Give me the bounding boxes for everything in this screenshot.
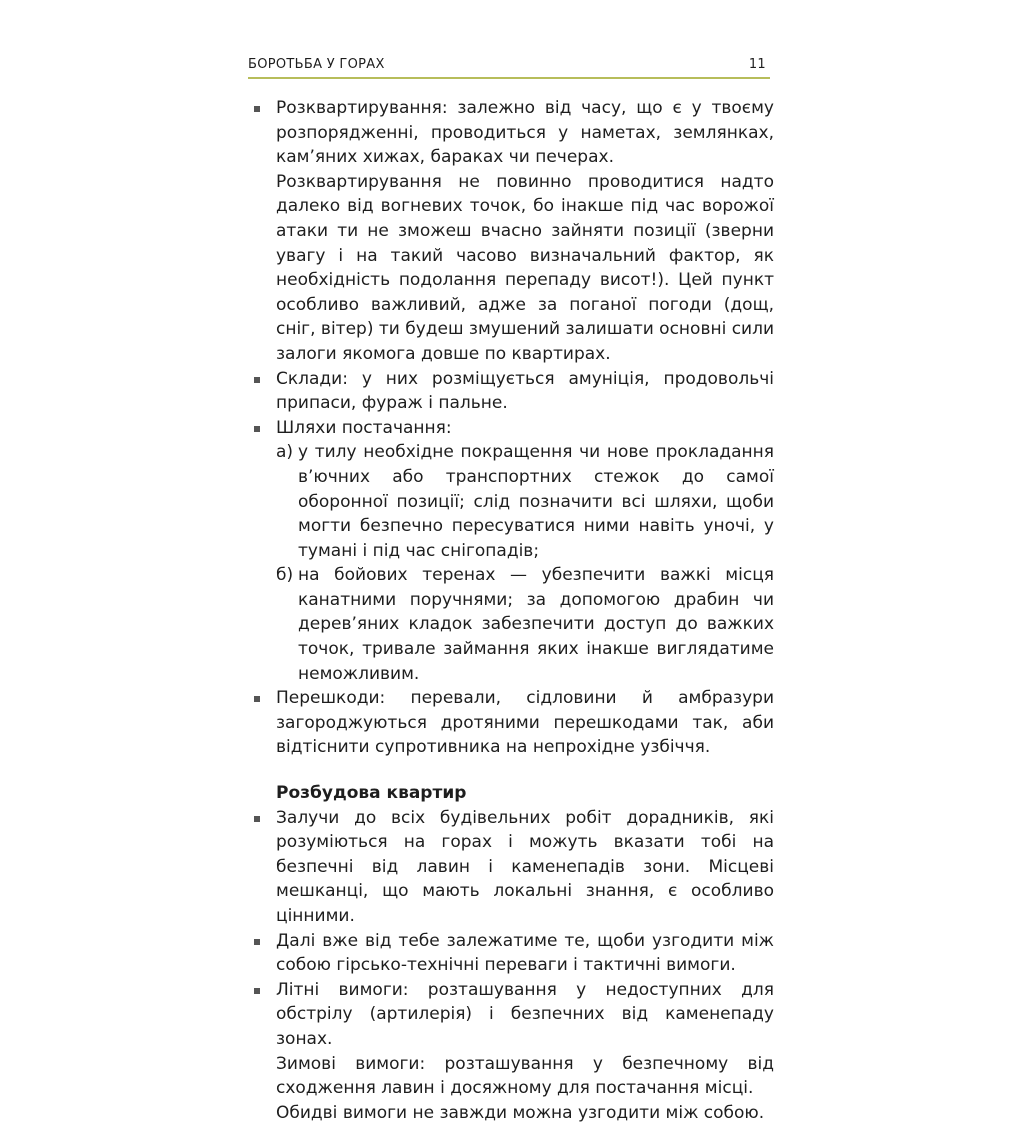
paragraph-text: Зимові вимоги: розташування у безпечному від сходження лавин і досяжному для постачання місці.	[276, 1053, 774, 1099]
requirements-note	[250, 1101, 774, 1125]
header-rule	[248, 77, 770, 79]
bullet-text: Залучи до всіх будівельних робіт дорадників, які розуміються на горах і можуть вказати тобі на безпечні від лавин і каменепадів зони. Місцеві мешканці, що мають локальні знання, є особливо цінними.	[276, 807, 774, 926]
bullet-supply-routes	[250, 416, 774, 441]
bullet-square-icon	[254, 106, 260, 112]
bullet-text: Літні вимоги: розташування у недоступних для обстрілу (артилерія) і безпечних від каменепаду зонах.	[276, 979, 774, 1049]
bullet-square-icon	[254, 696, 260, 702]
running-header	[248, 57, 768, 77]
bullet-square-icon	[254, 377, 260, 383]
paragraph-text: Обидві вимоги не завжди можна узгодити між собою.	[276, 1102, 765, 1123]
sub-item-text: у тилу необхідне покращення чи нове прокладання в’ючних або транспортних стежок до самої оборонної позиції; слід позначити всі шляхи, щоби могти безпечно пересуватися ними навіть уночі, у тумані і під час снігопадів;	[298, 442, 774, 561]
sub-item-a	[250, 440, 774, 563]
sub-item-letter: б)	[276, 565, 294, 586]
sub-item-text: на бойових теренах — убезпечити важкі місця канатними поручнями; за допомогою драбин чи дерев’яних кладок забезпечити доступ до важких точок, тривале займання яких інакше виглядатиме неможливим.	[298, 565, 774, 684]
bullet-text: Перешкоди: перевали, сідловини й амбразури загороджуються дротяними перешкодами так, аби відтіснити супротивника на непрохідне узбіччя.	[276, 688, 774, 758]
bullet-storage	[250, 367, 774, 416]
bullet-coordination	[250, 929, 774, 978]
bullet-summer-requirements	[250, 978, 774, 1052]
bullet-advisors	[250, 806, 774, 929]
bullet-text: Далі вже від тебе залежатиме те, щоби узгодити між собою гірсько-технічні переваги і тактичні вимоги.	[276, 930, 774, 976]
bullet-obstacles	[250, 686, 774, 760]
sub-item-b	[250, 563, 774, 686]
bullet-quartering	[250, 96, 774, 170]
chapter-title: БОРОТЬБА У ГОРАХ	[248, 57, 385, 72]
bullet-square-icon	[254, 988, 260, 994]
bullet-square-icon	[254, 816, 260, 822]
bullet-text: Шляхи постачання:	[276, 417, 452, 438]
bullet-square-icon	[254, 426, 260, 432]
sub-item-letter: а)	[276, 442, 294, 463]
quartering-continuation	[250, 170, 774, 367]
winter-requirements	[250, 1052, 774, 1101]
bullet-square-icon	[254, 939, 260, 945]
page-body	[250, 96, 774, 1125]
page-number: 11	[748, 57, 766, 72]
section-heading: Розбудова квартир	[276, 783, 467, 804]
bullet-text: Розквартирування: залежно від часу, що є у твоєму розпорядженні, проводиться у наметах, землянках, кам’яних хижах, бараках чи печерах.	[276, 98, 774, 168]
bullet-text: Склади: у них розміщується амуніція, продовольчі припаси, фураж і пальне.	[276, 368, 774, 414]
paragraph-text: Розквартирування не повинно проводитися надто далеко від вогневих точок, бо інакше під час ворожої атаки ти не зможеш вчасно зайняти позиції (зверни увагу і на такий часово визначальний фактор, як необхідність подолання перепаду висот!). Цей пункт особливо важливий, адже за поганої погоди (дощ, сніг, вітер) ти будеш змушений залишати основні сили залоги якомога довше по квартирах.	[276, 171, 775, 364]
